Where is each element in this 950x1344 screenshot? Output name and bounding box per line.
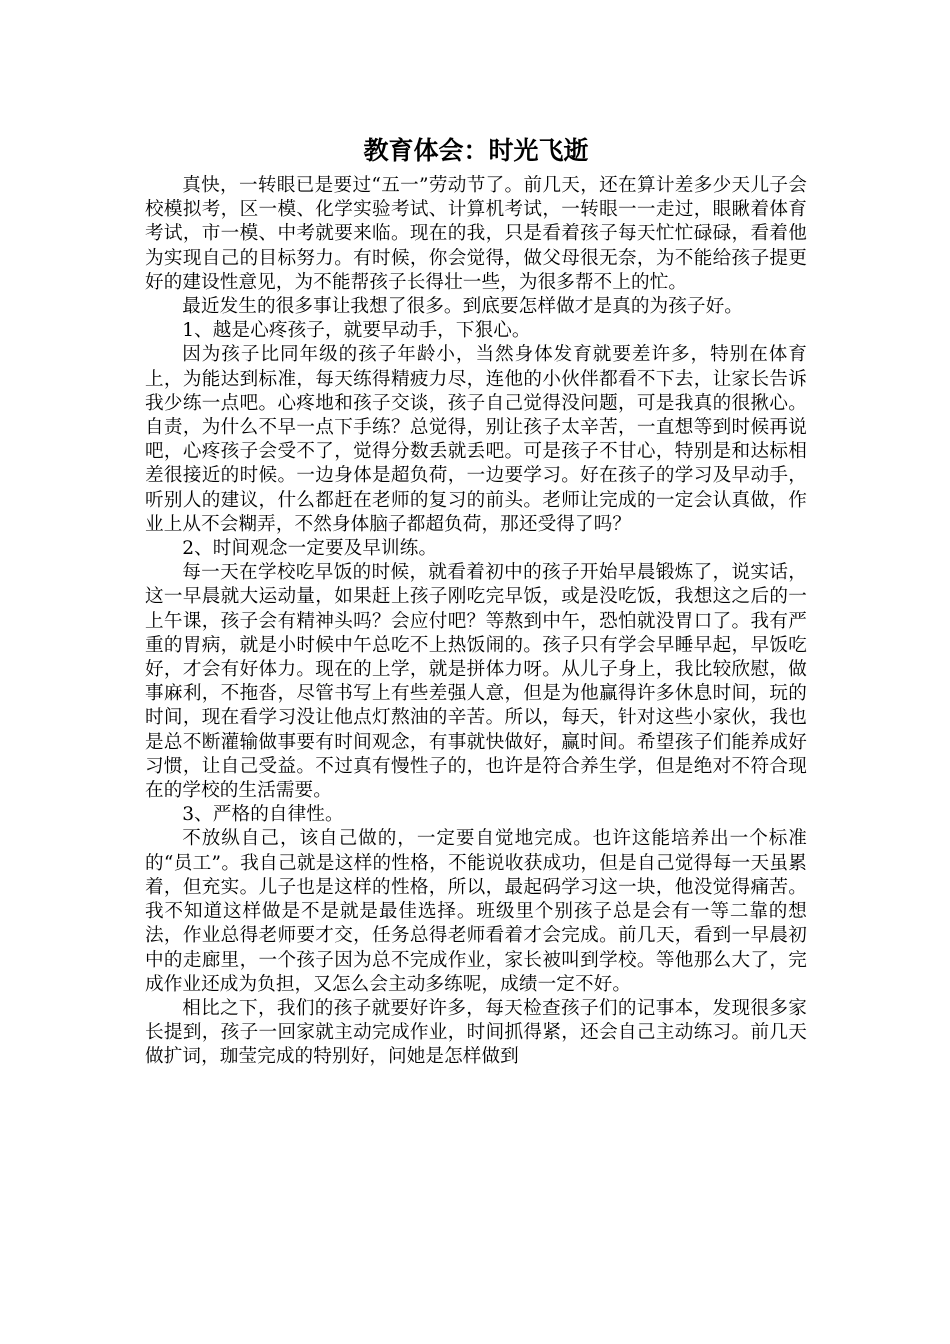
paragraph-reflection: 最近发生的很多事让我想了很多。到底要怎样做才是真的为孩子好。 xyxy=(182,296,744,318)
section-heading-2: 2、时间观念一定要及早训练。 xyxy=(182,538,438,560)
paragraph-intro: 真快，一转眼已是要过“五一”劳动节了。前几天，还在算计差多少天儿子会校模拟考，区一模、化学实验考试、计算机考试，一转眼一一走过，眼瞅着体育考试，市一模、中考就要来临。现在的我，只是看着孩子每天忙忙碌碌，看着他为实现自己的目标努力。有时候，你会觉得，做父母很无奈，为不能给孩子提更好的建设性意见，为不能帮孩子长得壮一些，为很多帮不上的忙。 xyxy=(145,175,807,293)
paragraph-section-3: 不放纵自己，该自己做的，一定要自觉地完成。也许这能培养出一个标准的“员工”。我自己就是这样的性格，不能说收获成功，但是自己觉得每一天虽累着，但充实。儿子也是这样的性格，所以，最起码学习这一块，他没觉得痛苦。我不知道这样做是不是就是最佳选择。班级里个别孩子总是会有一等二靠的想法，作业总得老师要才交，任务总得老师看着才会完成。前几天，看到一早晨初中的走廊里，一个孩子因为总不完成作业，家长被叫到学校。等他那么大了，完成作业还成为负担，又怎么会主动多练呢，成绩一定不好。 xyxy=(145,828,807,995)
paragraph-section-2: 每一天在学校吃早饭的时候，就看着初中的孩子开始早晨锻炼了，说实话，这一早晨就大运动量，如果赶上孩子刚吃完早饭，或是没吃饭，我想这之后的一上午课，孩子会有精神头吗？会应付吧？等熬到中午，恐怕就没胃口了。我有严重的胃病，就是小时候中午总吃不上热饭闹的。孩子只有学会早睡早起，早饭吃好，才会有好体力。现在的上学，就是拼体力呀。从儿子身上，我比较欣慰，做事麻利，不拖沓，尽管书写上有些差强人意，但是为他赢得许多休息时间，玩的时间，现在看学习没让他点灯熬油的辛苦。所以，每天，针对这些小家伙，我也是总不断灌输做事要有时间观念，有事就快做好，赢时间。希望孩子们能养成好习惯，让自己受益。不过真有慢性子的，也许是符合养生学，但是绝对不符合现在的学校的生活需要。 xyxy=(145,562,807,802)
document-title: 教育体会：时光飞逝 xyxy=(363,136,589,165)
document-page xyxy=(145,132,807,1070)
section-heading-3: 3、严格的自律性。 xyxy=(182,804,344,826)
paragraph-comparison: 相比之下，我们的孩子就要好许多，每天检查孩子们的记事本，发现很多家长提到，孩子一回家就主动完成作业，时间抓得紧，还会自己主动练习。前几天做扩词，珈莹完成的特别好，问她是怎样做到 xyxy=(145,997,807,1068)
paragraph-section-1: 因为孩子比同年级的孩子年龄小，当然身体发育就要差许多，特别在体育上，为能达到标准，每天练得精疲力尽，连他的小伙伴都看不下去，让家长告诉我少练一点吧。心疼地和孩子交谈，孩子自己觉得没问题，可是我真的很揪心。自责，为什么不早一点下手练？总觉得，别让孩子太辛苦，一直想等到时候再说吧，心疼孩子会受不了，觉得分数丢就丢吧。可是孩子不甘心，特别是和达标相差很接近的时候。一边身体是超负荷，一边要学习。好在孩子的学习及早动手，听别人的建议，什么都赶在老师的复习的前头。老师让完成的一定会认真做，作业上从不会糊弄，不然身体脑子都超负荷，那还受得了吗？ xyxy=(145,344,807,535)
section-heading-1: 1、越是心疼孩子，就要早动手，下狠心。 xyxy=(182,320,531,342)
